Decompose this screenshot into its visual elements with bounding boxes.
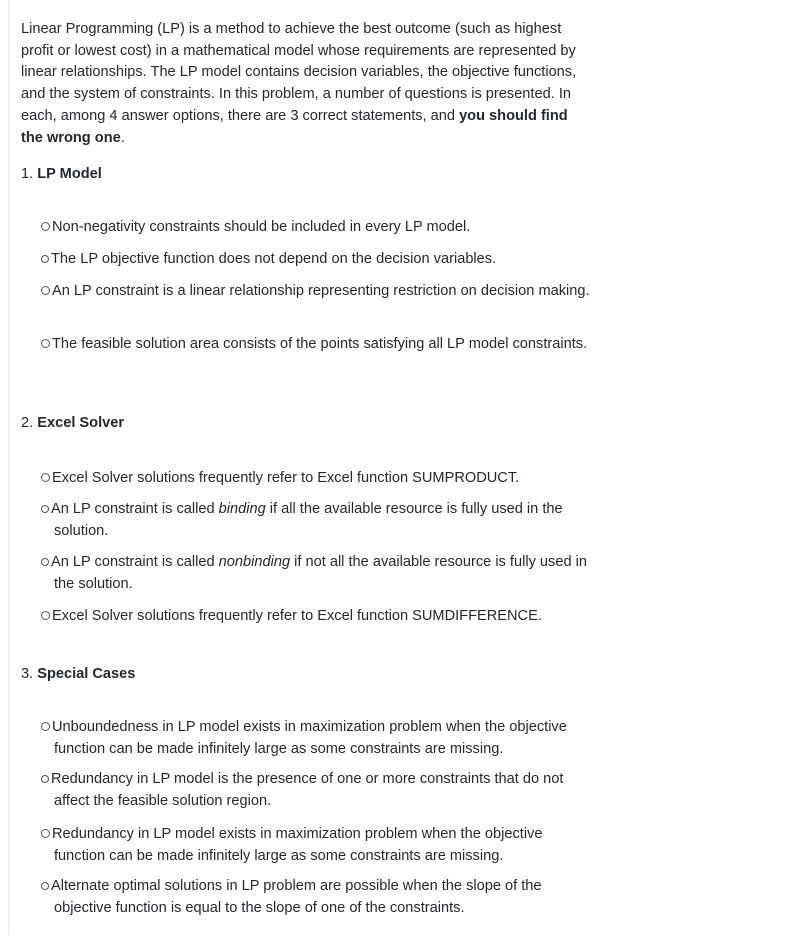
radio-button[interactable] xyxy=(41,286,50,295)
radio-button[interactable] xyxy=(41,505,49,513)
option-text: Alternate optimal solutions in LP problem are possible when the slope of the objective function is equal to the slope of one of the constraints. xyxy=(51,878,542,916)
radio-button[interactable] xyxy=(41,222,50,231)
radio-button[interactable] xyxy=(41,611,50,620)
option-text-end: if not all the available resource is fully used in the solution. xyxy=(54,554,587,592)
question-number: 2. xyxy=(21,415,34,431)
option-text-end: if all the available resource is fully used in the solution. xyxy=(54,501,563,539)
intro-text: Linear Programming (LP) is a method to achieve the best outcome (such as highest profit or lowest cost) in a mathematical model whose requirements are represented by linear relationships. The LP model contains decision variables, the objective functions, and the system of constraints. In this problem, a number of questions is presented. In each, among 4 answer options, there are 3 correct statements, and xyxy=(21,21,577,124)
answer-option[interactable] xyxy=(41,333,594,355)
option-text: Redundancy in LP model is the presence of one or more constraints that do not affect the feasible solution region. xyxy=(51,771,564,809)
intro-emphasis: you should find the wrong one xyxy=(21,107,568,146)
radio-button[interactable] xyxy=(41,255,49,263)
question-label: LP Model xyxy=(37,166,102,182)
question-label: Excel Solver xyxy=(37,415,125,431)
option-text: Non-negativity constraints should be included in every LP model. xyxy=(52,219,471,235)
question-number: 1. xyxy=(21,166,34,182)
radio-button[interactable] xyxy=(41,829,50,838)
answer-option[interactable] xyxy=(41,823,594,867)
answer-option[interactable] xyxy=(41,875,594,919)
question-3-title xyxy=(21,664,135,684)
question-1-title xyxy=(21,164,102,184)
question-number: 3. xyxy=(21,666,34,682)
answer-option[interactable] xyxy=(41,716,594,760)
intro-text-end: . xyxy=(120,129,125,146)
option-text-em: nonbinding xyxy=(218,554,291,570)
option-text: The feasible solution area consists of the points satisfying all LP model constraints. xyxy=(52,336,588,352)
answer-option[interactable] xyxy=(41,248,594,270)
answer-option[interactable] xyxy=(41,551,594,595)
answer-option[interactable] xyxy=(41,605,594,627)
radio-button[interactable] xyxy=(41,722,50,731)
intro-paragraph xyxy=(21,19,581,149)
radio-button[interactable] xyxy=(41,339,50,348)
radio-button[interactable] xyxy=(41,473,50,482)
option-text: The LP objective function does not depend on the decision variables. xyxy=(51,251,497,267)
option-text-start: An LP constraint is called xyxy=(51,554,219,570)
answer-option[interactable] xyxy=(41,280,594,302)
option-text-start: An LP constraint is called xyxy=(51,501,219,517)
question-2-title xyxy=(21,413,124,433)
answer-option[interactable] xyxy=(41,216,594,238)
question-label: Special Cases xyxy=(37,666,136,682)
option-text: Redundancy in LP model exists in maximization problem when the objective function can be made infinitely large as some constraints are missing. xyxy=(52,826,543,864)
radio-button[interactable] xyxy=(41,882,49,890)
option-text-em: binding xyxy=(218,501,266,517)
option-text: An LP constraint is a linear relationship representing restriction on decision making. xyxy=(52,283,590,299)
radio-button[interactable] xyxy=(41,775,49,783)
option-text: Unboundedness in LP model exists in maximization problem when the objective function can be made infinitely large as some constraints are missing. xyxy=(52,719,567,757)
answer-option[interactable] xyxy=(41,498,594,542)
radio-button[interactable] xyxy=(41,558,49,566)
option-text: Excel Solver solutions frequently refer to Excel function SUMPRODUCT. xyxy=(52,470,520,486)
option-text: Excel Solver solutions frequently refer to Excel function SUMDIFFERENCE. xyxy=(52,608,542,624)
answer-option[interactable] xyxy=(41,467,594,489)
quiz-page xyxy=(8,0,805,935)
answer-option[interactable] xyxy=(41,768,594,812)
